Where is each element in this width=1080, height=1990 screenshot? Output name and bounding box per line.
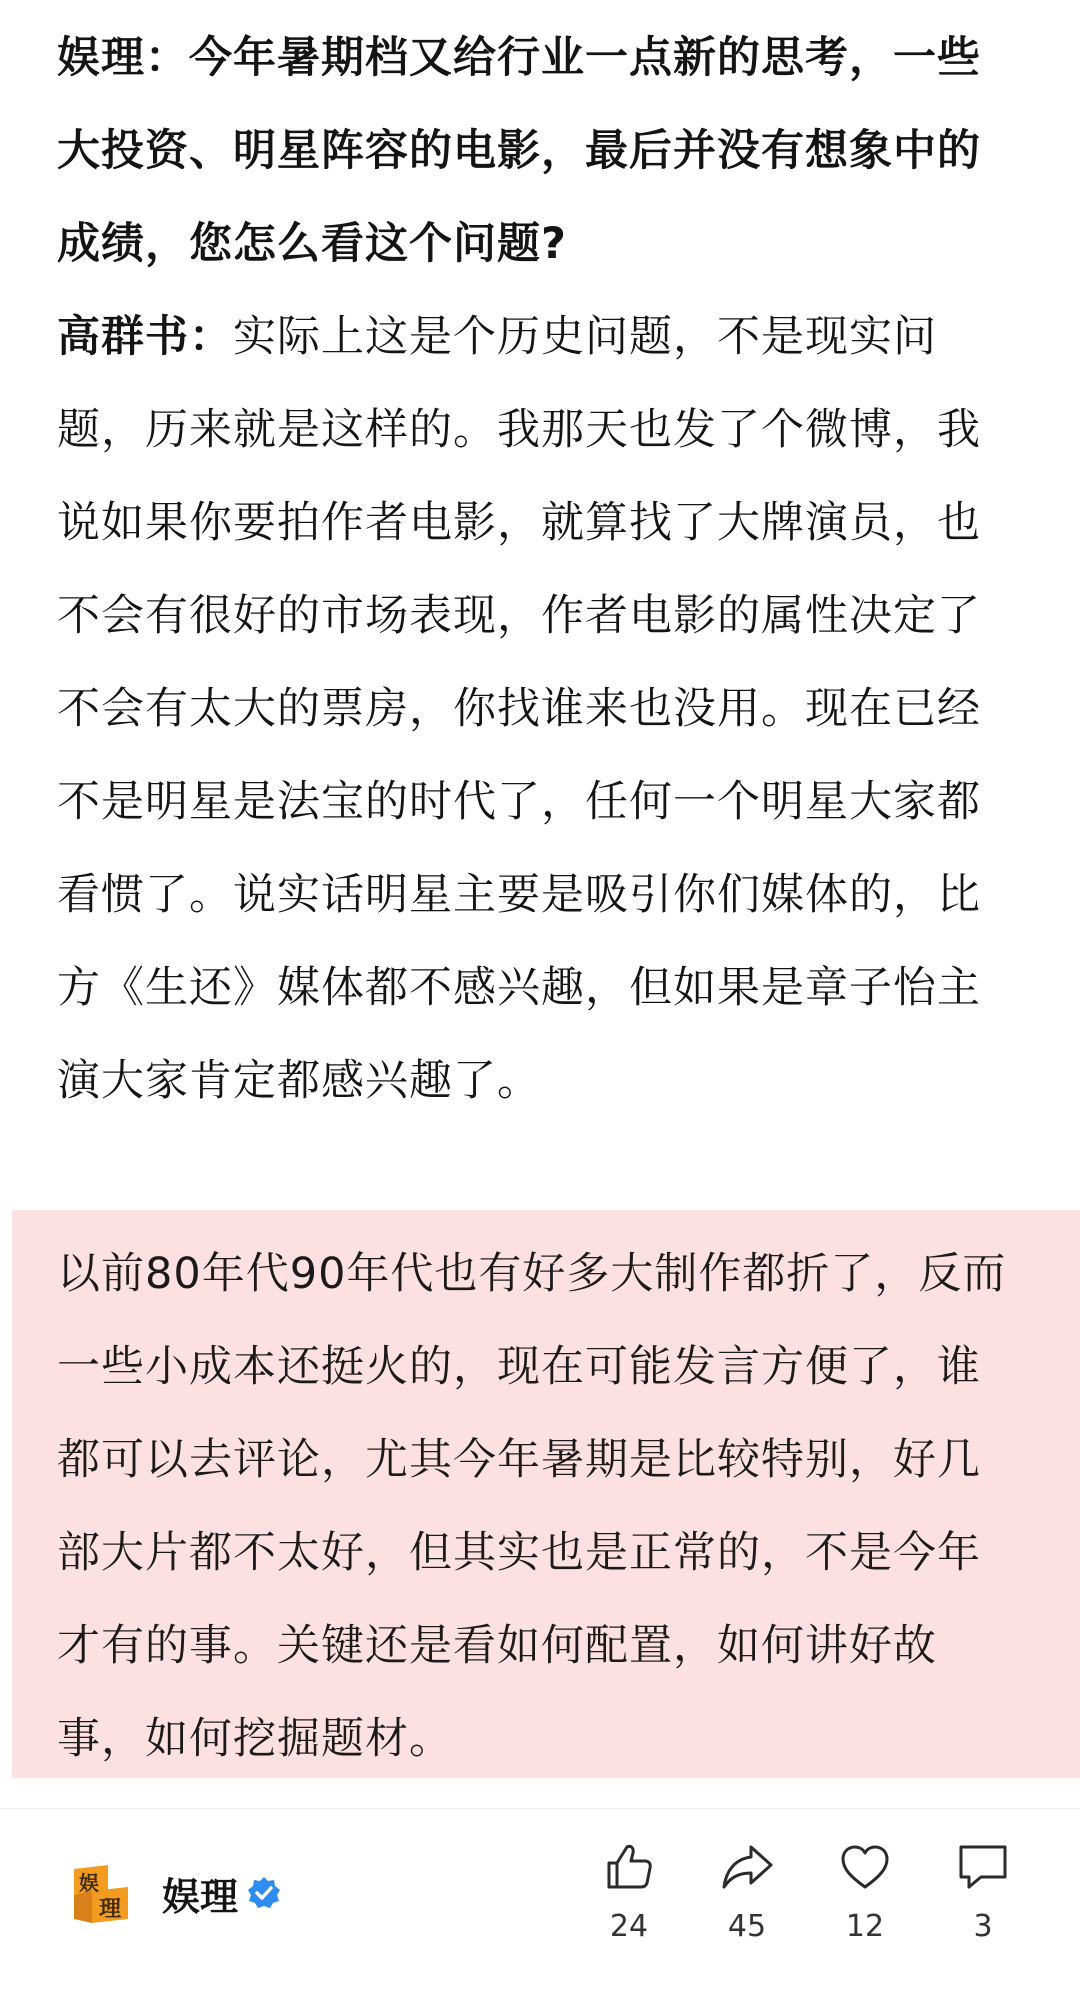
comment-button[interactable] [924, 1839, 1042, 1944]
favorite-button[interactable] [806, 1839, 924, 1944]
heart-icon [837, 1839, 893, 1895]
favorite-count: 12 [845, 1909, 885, 1944]
question-paragraph [57, 12, 1017, 291]
yuli-logo-icon[interactable] [68, 1861, 132, 1925]
svg-text:理: 理 [99, 1897, 122, 1922]
post-footer [0, 1809, 1080, 1990]
answer-paragraph [57, 291, 1017, 1128]
article-body [57, 12, 1017, 1128]
question-speaker: 娱理： [57, 33, 189, 83]
answer-text: 实际上这是个历史问题，不是现实问题，历来就是这样的。我那天也发了个微博，我说如果你要拍作者电影，就算找了大牌演员，也不会有很好的市场表现，作者电影的属性决定了不会有太大的票房，你找谁来也没用。现在已经不是明星是法宝的时代了，任何一个明星大家都看惯了。说实话明星主要是吸引你们媒体的，比方《生还》媒体都不感兴趣，但如果是章子怡主演大家肯定都感兴趣了。 [57, 312, 981, 1106]
action-bar [570, 1839, 1042, 1944]
thumbs-up-icon [601, 1839, 657, 1895]
share-arrow-icon [719, 1839, 775, 1895]
answer-speaker: 高群书： [57, 312, 233, 362]
verified-badge-icon [246, 1875, 282, 1911]
highlight-block [12, 1210, 1080, 1778]
svg-text:娱: 娱 [79, 1871, 99, 1895]
share-count: 45 [727, 1909, 767, 1944]
comment-bubble-icon [955, 1839, 1011, 1895]
highlight-text: 以前80年代90年代也有好多大制作都折了，反而一些小成本还挺火的，现在可能发言方便了，谁都可以去评论，尤其今年暑期是比较特别，好几部大片都不太好，但其实也是正常的，不是今年才有的事。关键还是看如何配置，如何讲好故事，如何挖掘题材。 [57, 1249, 1007, 1764]
like-count: 24 [609, 1909, 649, 1944]
author-info[interactable] [68, 1861, 282, 1925]
question-text: 今年暑期档又给行业一点新的思考，一些大投资、明星阵容的电影，最后并没有想象中的成绩，您怎么看这个问题? [57, 33, 981, 269]
author-name[interactable]: 娱理 [162, 1874, 239, 1919]
like-button[interactable] [570, 1839, 688, 1944]
comment-count: 3 [973, 1909, 993, 1944]
share-button[interactable] [688, 1839, 806, 1944]
